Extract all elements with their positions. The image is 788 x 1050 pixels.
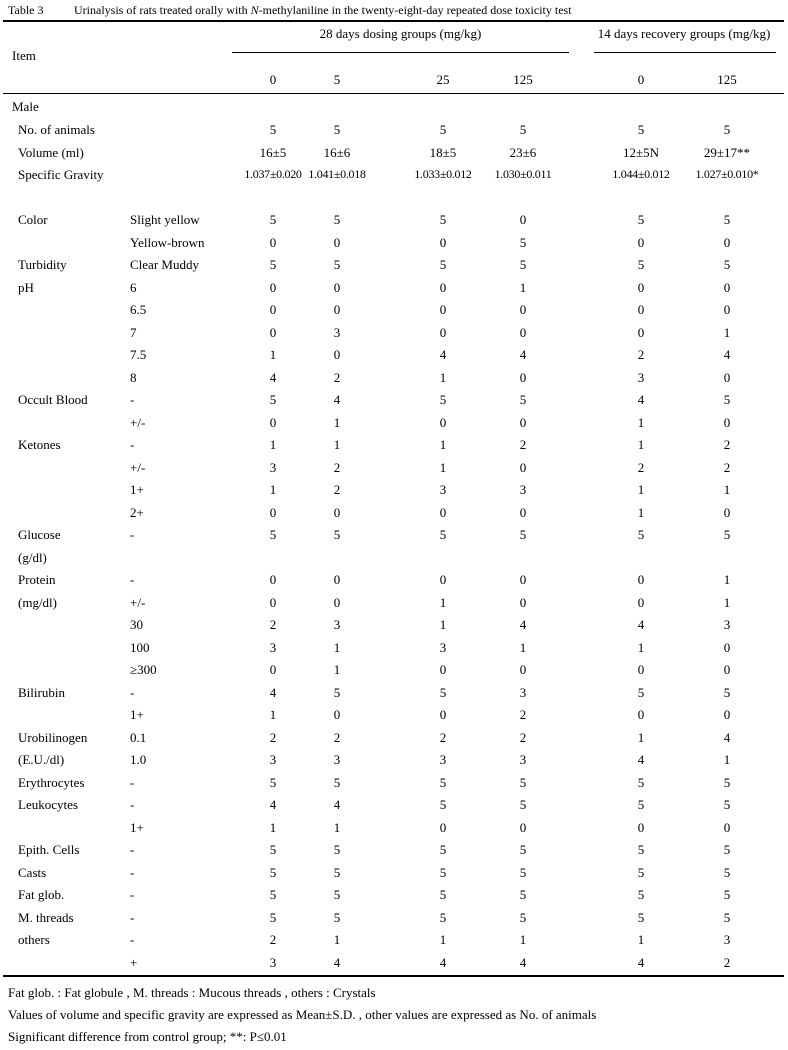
value-cell: 1 xyxy=(333,437,341,452)
value-cell: 2 xyxy=(269,617,277,632)
header-group-recovery: 14 days recovery groups (mg/kg) xyxy=(597,26,771,41)
value-cell: 4 xyxy=(723,347,731,362)
header-item-label: Item xyxy=(12,48,36,63)
table-caption xyxy=(8,3,572,18)
dose-header-cell: 5 xyxy=(333,72,341,87)
value-cell: 1 xyxy=(637,482,645,497)
value-cell: 5 xyxy=(333,842,341,857)
value-cell: 5 xyxy=(519,527,527,542)
row-item-label: M. threads xyxy=(18,909,74,925)
top-rule xyxy=(3,20,784,22)
value-cell: 5 xyxy=(439,842,447,857)
value-cell: 4 xyxy=(333,954,341,970)
row-item-label: Epith. Cells xyxy=(18,842,80,857)
row-sub-label: 8 xyxy=(130,369,137,385)
row-item-label: Color xyxy=(18,212,48,227)
value-cell: 4 xyxy=(519,954,527,970)
value-cell: 1 xyxy=(269,707,277,722)
row-sub-label: - xyxy=(130,864,135,880)
row-sub-label: 7.5 xyxy=(130,347,147,362)
row-item-label: Specific Gravity xyxy=(18,167,104,182)
value-cell: 5 xyxy=(519,122,527,137)
value-cell: 2 xyxy=(723,437,731,452)
dose-header-cell: 125 xyxy=(717,72,737,87)
row-sub-label: 6.5 xyxy=(130,302,147,317)
value-cell: 5 xyxy=(439,392,447,407)
value-cell: 0 xyxy=(723,414,731,430)
value-cell: 5 xyxy=(269,909,277,925)
value-cell: 1.041±0.018 xyxy=(308,167,366,181)
value-cell: 4 xyxy=(333,797,341,812)
value-cell: 0 xyxy=(269,234,277,250)
value-cell: 4 xyxy=(439,347,447,362)
value-cell: 1.027±0.010* xyxy=(695,167,759,181)
value-cell: 5 xyxy=(519,392,527,407)
value-cell: 1 xyxy=(519,639,527,655)
value-cell: 5 xyxy=(333,864,341,880)
value-cell: 5 xyxy=(519,909,527,925)
value-cell: 2 xyxy=(269,729,277,745)
value-cell: 3 xyxy=(269,459,277,475)
value-cell: 5 xyxy=(269,392,277,407)
value-cell: 4 xyxy=(637,392,645,407)
value-cell: 4 xyxy=(637,954,645,970)
value-cell: 1 xyxy=(333,639,341,655)
value-cell: 5 xyxy=(519,887,527,902)
value-cell: 5 xyxy=(439,797,447,812)
value-cell: 0 xyxy=(637,324,645,340)
value-cell: 5 xyxy=(723,842,731,857)
value-cell: 0 xyxy=(519,662,527,677)
row-sub-label: - xyxy=(130,932,135,947)
value-cell: 3 xyxy=(439,482,447,497)
row-item-label: Turbidity xyxy=(18,257,67,272)
value-cell: 5 xyxy=(519,842,527,857)
value-cell: 1 xyxy=(723,752,731,767)
row-item-label: No. of animals xyxy=(18,122,95,137)
value-cell: 4 xyxy=(637,617,645,632)
value-cell: 5 xyxy=(333,527,341,542)
row-sub-label: - xyxy=(130,887,135,902)
value-cell: 3 xyxy=(439,752,447,767)
row-item-label: Ketones xyxy=(18,437,61,452)
value-cell: 0 xyxy=(723,279,731,295)
value-cell: 5 xyxy=(269,122,277,137)
value-cell: 0 xyxy=(519,324,527,340)
row-item-label: pH xyxy=(18,279,34,295)
row-item-label: Leukocytes xyxy=(18,797,78,812)
value-cell: 5 xyxy=(519,797,527,812)
value-cell: 1 xyxy=(333,414,341,430)
value-cell: 0 xyxy=(269,594,277,610)
title-text-post: -methylaniline in the twenty-eight-day repeated dose toxicity test xyxy=(258,3,572,17)
value-cell: 0 xyxy=(723,302,731,317)
value-cell: 4 xyxy=(637,752,645,767)
value-cell: 0 xyxy=(439,234,447,250)
value-cell: 2 xyxy=(637,347,645,362)
dose-header-cell: 125 xyxy=(513,72,533,87)
value-cell: 2 xyxy=(269,932,277,947)
row-sub-label: Clear Muddy xyxy=(130,257,199,272)
value-cell: 0 xyxy=(333,347,341,362)
value-cell: 3 xyxy=(269,639,277,655)
value-cell: 1 xyxy=(637,639,645,655)
value-cell: 5 xyxy=(269,842,277,857)
value-cell: 0 xyxy=(439,324,447,340)
value-cell: 1 xyxy=(723,594,731,610)
value-cell: 5 xyxy=(723,527,731,542)
value-cell: 1.044±0.012 xyxy=(612,167,670,181)
value-cell: 3 xyxy=(519,684,527,700)
row-sub-label: - xyxy=(130,684,135,700)
value-cell: 0 xyxy=(519,414,527,430)
row-sub-label: 1+ xyxy=(130,482,144,497)
value-cell: 2 xyxy=(637,459,645,475)
value-cell: 0 xyxy=(269,302,277,317)
value-cell: 0 xyxy=(269,504,277,520)
value-cell: 0 xyxy=(269,572,277,587)
row-item-label: Bilirubin xyxy=(18,684,65,700)
value-cell: 0 xyxy=(269,414,277,430)
value-cell: 0 xyxy=(637,234,645,250)
row-sub-label: 1.0 xyxy=(130,752,147,767)
value-cell: 5 xyxy=(723,392,731,407)
value-cell: 3 xyxy=(333,324,341,340)
value-cell: 5 xyxy=(637,797,645,812)
row-sub-label: + xyxy=(130,954,138,970)
value-cell: 0 xyxy=(333,302,341,317)
value-cell: 0 xyxy=(439,279,447,295)
value-cell: 0 xyxy=(723,504,731,520)
value-cell: 0 xyxy=(269,662,277,677)
value-cell: 1 xyxy=(439,369,447,385)
value-cell: 0 xyxy=(637,279,645,295)
value-cell: 1 xyxy=(269,819,277,835)
title-italic: N xyxy=(250,3,259,17)
value-cell: 0 xyxy=(637,594,645,610)
value-cell: 0 xyxy=(723,639,731,655)
value-cell: 1.030±0.011 xyxy=(494,167,552,181)
footnote: Values of volume and specific gravity are expressed as Mean±S.D. , other values are expressed as No. of animals xyxy=(8,1007,597,1022)
row-sub-label: - xyxy=(130,797,135,812)
value-cell: 0 xyxy=(333,572,341,587)
value-cell: 2 xyxy=(333,482,341,497)
value-cell: 4 xyxy=(439,954,447,970)
value-cell: 5 xyxy=(723,774,731,790)
header-bottom-rule xyxy=(3,93,784,94)
row-sub-label: 6 xyxy=(130,279,137,295)
value-cell: 3 xyxy=(269,752,277,767)
row-sub-label: 7 xyxy=(130,324,137,340)
value-cell: 5 xyxy=(439,684,447,700)
value-cell: 5 xyxy=(519,864,527,880)
row-sub-label: - xyxy=(130,842,135,857)
value-cell: 4 xyxy=(333,392,341,407)
value-cell: 2 xyxy=(333,369,341,385)
value-cell: 0 xyxy=(333,594,341,610)
value-cell: 1 xyxy=(439,459,447,475)
value-cell: 3 xyxy=(723,617,731,632)
value-cell: 5 xyxy=(439,887,447,902)
value-cell: 29±17** xyxy=(703,144,751,160)
value-cell: 5 xyxy=(269,887,277,902)
value-cell: 0 xyxy=(333,234,341,250)
value-cell: 5 xyxy=(723,797,731,812)
value-cell: 0 xyxy=(519,594,527,610)
value-cell: 1 xyxy=(439,617,447,632)
value-cell: 1 xyxy=(519,932,527,947)
footnote: Fat glob. : Fat globule , M. threads : Mucous threads , others : Crystals xyxy=(8,985,376,1000)
value-cell: 3 xyxy=(333,752,341,767)
value-cell: 1 xyxy=(723,324,731,340)
value-cell: 5 xyxy=(637,842,645,857)
value-cell: 0 xyxy=(439,504,447,520)
row-sub-label: +/- xyxy=(130,594,146,610)
row-sub-label: 1+ xyxy=(130,707,144,722)
value-cell: 2 xyxy=(519,707,527,722)
value-cell: 5 xyxy=(269,212,277,227)
value-cell: 3 xyxy=(519,482,527,497)
value-cell: 4 xyxy=(519,617,527,632)
value-cell: 0 xyxy=(723,234,731,250)
row-item-label: others xyxy=(18,932,50,947)
value-cell: 0 xyxy=(519,572,527,587)
value-cell: 12±5N xyxy=(622,144,660,160)
value-cell: 5 xyxy=(269,257,277,272)
recovery-group-rule xyxy=(594,52,776,53)
value-cell: 5 xyxy=(637,684,645,700)
row-sub-label: 2+ xyxy=(130,504,144,520)
value-cell: 0 xyxy=(723,819,731,835)
value-cell: 5 xyxy=(637,887,645,902)
value-cell: 0 xyxy=(439,662,447,677)
value-cell: 5 xyxy=(439,864,447,880)
row-sub-label: - xyxy=(130,572,135,587)
section-label-male: Male xyxy=(12,99,39,114)
value-cell: 2 xyxy=(519,437,527,452)
value-cell: 5 xyxy=(637,212,645,227)
value-cell: 1 xyxy=(723,572,731,587)
value-cell: 1 xyxy=(333,932,341,947)
value-cell: 5 xyxy=(723,212,731,227)
value-cell: 0 xyxy=(519,302,527,317)
row-item-label: Erythrocytes xyxy=(18,774,85,790)
value-cell: 2 xyxy=(333,729,341,745)
row-sub-label: 1+ xyxy=(130,819,144,835)
value-cell: 3 xyxy=(269,954,277,970)
value-cell: 3 xyxy=(637,369,645,385)
value-cell: 5 xyxy=(637,774,645,790)
value-cell: 0 xyxy=(519,459,527,475)
value-cell: 5 xyxy=(439,212,447,227)
value-cell: 5 xyxy=(519,774,527,790)
value-cell: 5 xyxy=(333,257,341,272)
value-cell: 5 xyxy=(439,774,447,790)
value-cell: 5 xyxy=(333,774,341,790)
value-cell: 5 xyxy=(333,684,341,700)
header-group-dosing: 28 days dosing groups (mg/kg) xyxy=(319,26,482,41)
value-cell: 16±5 xyxy=(259,144,287,160)
row-sub-label: ≥300 xyxy=(130,662,157,677)
value-cell: 1 xyxy=(637,414,645,430)
row-sub-label: 0.1 xyxy=(130,729,147,745)
value-cell: 1 xyxy=(269,437,277,452)
value-cell: 1.033±0.012 xyxy=(414,167,472,181)
value-cell: 0 xyxy=(723,707,731,722)
row-item-label: Urobilinogen xyxy=(18,729,88,745)
value-cell: 18±5 xyxy=(429,144,457,160)
value-cell: 5 xyxy=(723,864,731,880)
row-sub-label: - xyxy=(130,909,135,925)
row-sub-label: +/- xyxy=(130,414,146,430)
row-sub-label: Slight yellow xyxy=(130,212,200,227)
value-cell: 5 xyxy=(439,257,447,272)
value-cell: 0 xyxy=(439,707,447,722)
value-cell: 5 xyxy=(519,257,527,272)
row-item-label: Glucose xyxy=(18,527,61,542)
value-cell: 0 xyxy=(333,504,341,520)
value-cell: 1 xyxy=(519,279,527,295)
value-cell: 5 xyxy=(333,212,341,227)
dose-header-cell: 0 xyxy=(637,72,645,87)
value-cell: 1 xyxy=(333,819,341,835)
value-cell: 0 xyxy=(723,369,731,385)
value-cell: 5 xyxy=(637,122,645,137)
row-sub-label: - xyxy=(130,392,135,407)
value-cell: 1 xyxy=(439,437,447,452)
footnote: Significant difference from control group; **: P≤0.01 xyxy=(8,1029,287,1044)
title-text-pre: Urinalysis of rats treated orally with xyxy=(74,3,251,17)
value-cell: 5 xyxy=(637,527,645,542)
value-cell: 5 xyxy=(333,887,341,902)
value-cell: 3 xyxy=(723,932,731,947)
row-item-label: Fat glob. xyxy=(18,887,65,902)
value-cell: 0 xyxy=(637,707,645,722)
value-cell: 0 xyxy=(519,504,527,520)
value-cell: 5 xyxy=(439,909,447,925)
value-cell: 0 xyxy=(637,662,645,677)
value-cell: 0 xyxy=(723,662,731,677)
value-cell: 0 xyxy=(333,279,341,295)
value-cell: 5 xyxy=(439,527,447,542)
value-cell: 3 xyxy=(519,752,527,767)
value-cell: 1 xyxy=(269,482,277,497)
row-item-label: Occult Blood xyxy=(18,392,88,407)
value-cell: 4 xyxy=(269,797,277,812)
dose-header-cell: 0 xyxy=(269,72,277,87)
value-cell: 1 xyxy=(439,932,447,947)
row-sub-label: - xyxy=(130,437,135,452)
value-cell: 0 xyxy=(519,369,527,385)
value-cell: 16±6 xyxy=(323,144,351,160)
value-cell: 1 xyxy=(637,437,645,452)
value-cell: 2 xyxy=(333,459,341,475)
value-cell: 5 xyxy=(723,684,731,700)
row-sub-label: 100 xyxy=(130,639,150,655)
row-item-label: (E.U./dl) xyxy=(18,752,65,767)
value-cell: 2 xyxy=(723,954,731,970)
row-item-label: Volume (ml) xyxy=(18,144,84,160)
value-cell: 4 xyxy=(269,684,277,700)
value-cell: 0 xyxy=(637,819,645,835)
row-sub-label: Yellow-brown xyxy=(130,234,205,250)
value-cell: 1 xyxy=(637,504,645,520)
value-cell: 1 xyxy=(333,662,341,677)
dose-header-cell: 25 xyxy=(436,72,450,87)
value-cell: 0 xyxy=(637,302,645,317)
table-label: Table 3 xyxy=(8,3,44,17)
value-cell: 0 xyxy=(519,819,527,835)
row-sub-label: - xyxy=(130,774,135,790)
value-cell: 1.037±0.020 xyxy=(244,167,302,181)
value-cell: 5 xyxy=(439,122,447,137)
value-cell: 0 xyxy=(269,324,277,340)
table-title xyxy=(74,3,572,17)
value-cell: 0 xyxy=(269,279,277,295)
value-cell: 5 xyxy=(723,257,731,272)
value-cell: 1 xyxy=(637,932,645,947)
value-cell: 1 xyxy=(637,729,645,745)
row-item-label: Casts xyxy=(18,864,47,880)
value-cell: 3 xyxy=(439,639,447,655)
bottom-rule xyxy=(3,975,784,977)
value-cell: 1 xyxy=(723,482,731,497)
value-cell: 0 xyxy=(637,572,645,587)
value-cell: 1 xyxy=(269,347,277,362)
value-cell: 5 xyxy=(723,909,731,925)
value-cell: 23±6 xyxy=(509,144,537,160)
value-cell: 5 xyxy=(723,122,731,137)
value-cell: 0 xyxy=(519,212,527,227)
row-sub-label: +/- xyxy=(130,459,146,475)
value-cell: 0 xyxy=(439,414,447,430)
value-cell: 2 xyxy=(519,729,527,745)
value-cell: 0 xyxy=(439,819,447,835)
value-cell: 2 xyxy=(723,459,731,475)
value-cell: 4 xyxy=(723,729,731,745)
row-item-label: (mg/dl) xyxy=(18,594,57,610)
value-cell: 0 xyxy=(333,707,341,722)
value-cell: 3 xyxy=(333,617,341,632)
value-cell: 5 xyxy=(333,909,341,925)
value-cell: 5 xyxy=(723,887,731,902)
value-cell: 5 xyxy=(637,864,645,880)
value-cell: 5 xyxy=(637,257,645,272)
value-cell: 4 xyxy=(269,369,277,385)
value-cell: 4 xyxy=(519,347,527,362)
value-cell: 2 xyxy=(439,729,447,745)
row-sub-label: 30 xyxy=(130,617,143,632)
value-cell: 1 xyxy=(439,594,447,610)
value-cell: 5 xyxy=(637,909,645,925)
value-cell: 5 xyxy=(519,234,527,250)
value-cell: 5 xyxy=(269,527,277,542)
value-cell: 5 xyxy=(269,864,277,880)
value-cell: 5 xyxy=(269,774,277,790)
value-cell: 5 xyxy=(333,122,341,137)
row-sub-label: - xyxy=(130,527,135,542)
row-item-label: Protein xyxy=(18,572,56,587)
row-item-label: (g/dl) xyxy=(18,549,47,565)
value-cell: 0 xyxy=(439,302,447,317)
dosing-group-rule xyxy=(232,52,569,53)
value-cell: 0 xyxy=(439,572,447,587)
